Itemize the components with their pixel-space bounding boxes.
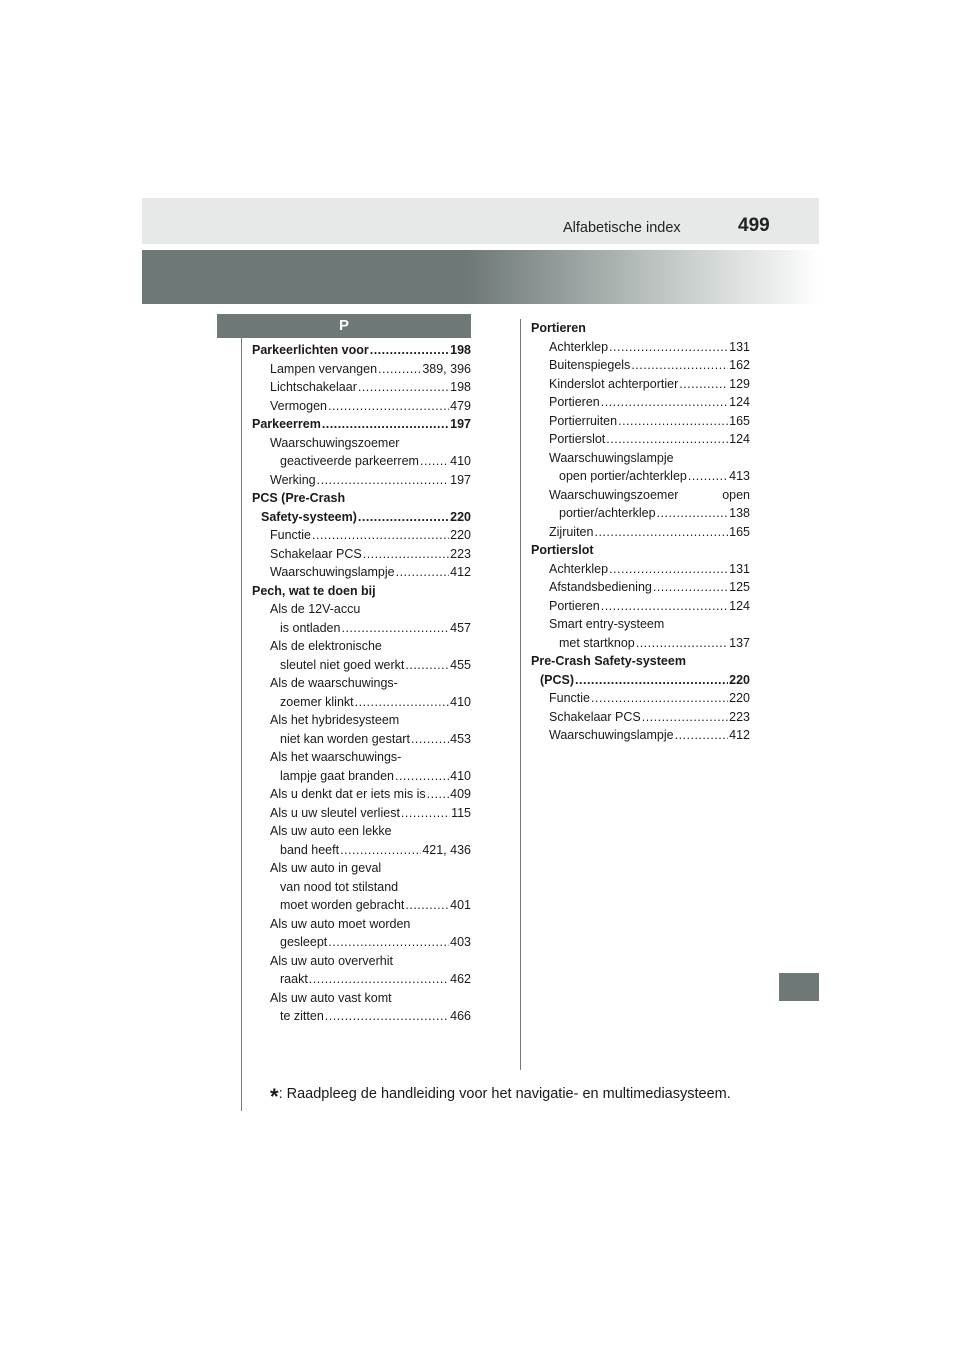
index-entry-page: 165 (729, 413, 750, 428)
index-entry (252, 1007, 471, 1026)
leader-dots (396, 563, 450, 582)
index-entry-term: Achterklep (549, 339, 609, 354)
index-entry-term: Lampen vervangen (270, 361, 378, 376)
index-entry (252, 711, 471, 730)
leader-dots (609, 338, 728, 357)
index-entry-term: niet kan worden gestart (280, 731, 410, 746)
index-entry (252, 471, 471, 490)
index-entry (531, 356, 750, 375)
index-entry (531, 449, 750, 468)
leader-dots (606, 430, 728, 449)
leader-dots (395, 767, 449, 786)
index-entry-page: 413 (729, 469, 750, 483)
leader-dots (636, 634, 728, 653)
index-entry-page: 401 (450, 898, 471, 912)
leader-dots (575, 671, 728, 690)
leader-dots (657, 504, 729, 523)
leader-dots (355, 693, 450, 712)
index-entry-term: Parkeerlichten voor (252, 343, 369, 357)
index-entry (252, 804, 471, 823)
index-entry-page: 124 (729, 598, 750, 613)
index-entry-term: van nood tot stilstand (280, 879, 399, 894)
index-entry-page: 223 (450, 546, 471, 561)
index-entry (531, 708, 750, 727)
index-column-left (252, 341, 471, 1026)
index-entry (252, 878, 471, 897)
leader-dots (322, 415, 449, 434)
index-entry-page: 412 (729, 728, 750, 742)
leader-dots (317, 471, 450, 490)
index-entry-term: Vermogen (270, 398, 327, 413)
leader-dots (427, 785, 450, 804)
footnote-marker: * (270, 1084, 279, 1109)
index-entry-term: Als u uw sleutel verliest (270, 805, 400, 820)
index-entry (252, 767, 471, 786)
index-entry-term: Als het hybridesysteem (270, 713, 400, 727)
leader-dots (601, 597, 728, 616)
index-entry (252, 582, 471, 601)
index-entry-page: 403 (450, 935, 471, 949)
index-entry-page: 409 (450, 787, 471, 801)
footnote-text: : Raadpleeg de handleiding voor het navigatie- en multimediasysteem. (278, 1086, 731, 1102)
section-letter-tab: P (217, 314, 471, 338)
index-entry-page: 131 (729, 339, 750, 354)
index-column-right (531, 319, 750, 745)
leader-dots (405, 656, 449, 675)
index-entry (531, 412, 750, 431)
index-entry (252, 489, 471, 508)
header-band (142, 198, 819, 244)
index-entry-page: 453 (450, 731, 471, 746)
index-entry-term: geactiveerde parkeerrem (280, 454, 419, 468)
index-entry-term: Achterklep (549, 561, 609, 576)
index-entry-term: Pre-Crash Safety-systeem (531, 654, 686, 668)
index-entry (252, 989, 471, 1008)
index-entry-term: Als uw auto oververhit (270, 953, 393, 968)
index-entry-page: 223 (729, 709, 750, 724)
index-entry-term: Schakelaar PCS (549, 709, 641, 724)
index-entry (531, 430, 750, 449)
index-entry-term: band heeft (280, 842, 340, 857)
leader-dots (341, 619, 449, 638)
index-entry (252, 637, 471, 656)
index-entry (252, 785, 471, 804)
index-entry-term: raakt (280, 972, 308, 986)
index-entry (252, 526, 471, 545)
index-entry-page: 124 (729, 432, 750, 446)
index-entry (252, 730, 471, 749)
index-entry-page: 421, 436 (422, 842, 471, 857)
index-entry-term: Portierslot (531, 543, 594, 557)
leader-dots (378, 360, 421, 379)
index-entry (531, 634, 750, 653)
index-entry (531, 541, 750, 560)
index-entry-term: Waarschuwingszoemer (549, 487, 679, 502)
index-entry-term: Functie (270, 528, 311, 542)
index-entry-page: 220 (729, 672, 750, 687)
index-entry (252, 915, 471, 934)
index-entry-term: lampje gaat branden (280, 768, 394, 783)
index-entry (252, 415, 471, 434)
index-entry (531, 467, 750, 486)
index-entry-term: Waarschuwingslampje (549, 728, 674, 742)
index-entry-term: is ontladen (280, 620, 341, 635)
index-entry-term: met startknop (559, 635, 635, 650)
index-entry-term: Waarschuwingslampje (270, 565, 395, 579)
index-entry-page: 410 (450, 768, 471, 783)
index-entry-term: zoemer klinkt (280, 694, 354, 709)
index-entry (252, 508, 471, 527)
index-entry-term: Als de waarschuwings- (270, 676, 398, 690)
index-entry-page: 220 (729, 691, 750, 705)
leader-dots (618, 412, 728, 431)
leader-dots (401, 804, 450, 823)
index-entry (252, 859, 471, 878)
index-entry-page: 197 (450, 472, 471, 487)
leader-dots (675, 726, 729, 745)
index-entry (531, 504, 750, 523)
index-entry-page: 129 (729, 376, 750, 391)
index-entry (252, 341, 471, 360)
index-entry-page: 462 (450, 972, 471, 986)
index-entry-page: 198 (450, 380, 471, 394)
index-entry (531, 615, 750, 634)
index-entry-term: Als de 12V-accu (270, 602, 361, 616)
index-entry (252, 397, 471, 416)
index-entry (252, 378, 471, 397)
index-entry-term: Als uw auto vast komt (270, 990, 392, 1005)
index-entry-term: Als het waarschuwings- (270, 750, 402, 764)
leader-dots (653, 578, 728, 597)
leader-dots (328, 933, 449, 952)
leader-dots (631, 356, 728, 375)
index-entry-term: Werking (270, 472, 316, 487)
index-entry (252, 822, 471, 841)
index-entry (252, 619, 471, 638)
leader-dots (370, 341, 449, 360)
index-entry-page: 412 (450, 565, 471, 579)
index-entry-page: 466 (450, 1009, 471, 1023)
index-entry-term: Kinderslot achterportier (549, 376, 679, 391)
index-entry-term: Lichtschakelaar (270, 380, 357, 394)
index-entry-term: Portieren (531, 321, 586, 335)
leader-dots (325, 1007, 449, 1026)
leader-dots (601, 393, 728, 412)
index-entry-page: 137 (729, 635, 750, 650)
index-entry-term: Waarschuwingszoemer (270, 435, 400, 450)
index-entry (252, 545, 471, 564)
index-entry-page: 115 (451, 805, 471, 820)
leader-dots (411, 730, 449, 749)
index-entry-term: gesleept (280, 935, 328, 949)
leader-dots (309, 970, 449, 989)
middle-column-rule (520, 319, 521, 1070)
leader-dots (591, 689, 728, 708)
index-entry (531, 319, 750, 338)
chapter-side-tab (779, 973, 819, 1001)
leader-dots (405, 896, 449, 915)
index-entry-term: Schakelaar PCS (270, 546, 362, 561)
index-entry (252, 933, 471, 952)
index-entry (252, 452, 471, 471)
index-entry-term: Buitenspiegels (549, 358, 631, 372)
index-entry-term: Waarschuwingslampje (549, 450, 674, 465)
index-entry (531, 652, 750, 671)
index-entry (252, 970, 471, 989)
decorative-gradient-band (142, 250, 819, 304)
index-entry-page: 410 (450, 454, 471, 468)
leader-dots (358, 378, 449, 397)
index-entry-page: 165 (729, 524, 750, 539)
left-column-rule (241, 314, 242, 1111)
leader-dots (328, 397, 449, 416)
index-entry (252, 563, 471, 582)
index-entry-term: (PCS) (540, 672, 575, 687)
index-entry (252, 360, 471, 379)
index-entry-term: Als uw auto moet worden (270, 916, 411, 931)
index-entry (531, 671, 750, 690)
leader-dots (420, 452, 449, 471)
leader-dots (594, 523, 728, 542)
index-entry-page: open (722, 487, 750, 502)
leader-dots (609, 560, 728, 579)
index-entry (252, 896, 471, 915)
index-entry-page: 220 (450, 509, 471, 524)
index-entry-page: 162 (729, 358, 750, 372)
index-entry-term: te zitten (280, 1009, 324, 1023)
index-entry (531, 560, 750, 579)
leader-dots (679, 375, 728, 394)
index-entry-term: Afstandsbediening (549, 580, 652, 594)
leader-dots (358, 508, 449, 527)
index-entry (252, 952, 471, 971)
leader-dots (363, 545, 449, 564)
index-entry (252, 841, 471, 860)
index-entry-page: 389, 396 (422, 361, 471, 376)
index-entry (531, 486, 750, 505)
index-entry (531, 726, 750, 745)
index-entry-term: Portierruiten (549, 413, 618, 428)
index-entry-term: Functie (549, 691, 590, 705)
index-entry-page: 197 (450, 417, 471, 431)
index-entry-page: 125 (729, 580, 750, 594)
index-entry-term: Als uw auto een lekke (270, 824, 392, 838)
index-entry (531, 393, 750, 412)
index-entry-term: Portieren (549, 395, 600, 409)
index-entry-term: PCS (Pre-Crash (252, 491, 346, 505)
index-entry (252, 434, 471, 453)
page-number: 499 (738, 215, 770, 236)
index-entry-term: Portierslot (549, 432, 606, 446)
index-entry-page: 220 (450, 528, 471, 542)
index-entry (531, 338, 750, 357)
index-entry-term: Als de elektronische (270, 639, 382, 653)
index-entry (252, 656, 471, 675)
index-entry-term: Zijruiten (549, 524, 594, 539)
index-entry (531, 523, 750, 542)
section-title: Alfabetische index (563, 220, 681, 236)
index-entry-term: Parkeerrem (252, 417, 321, 431)
index-entry-page: 455 (450, 657, 471, 672)
index-entry (252, 693, 471, 712)
index-entry-term: Smart entry-systeem (549, 617, 665, 631)
index-entry-term: Portieren (549, 598, 600, 613)
index-entry (531, 597, 750, 616)
index-entry-page: 124 (729, 395, 750, 409)
index-entry-term: Safety-systeem) (261, 509, 357, 524)
index-entry-term: Als u denkt dat er iets mis is (270, 787, 426, 801)
leader-dots (312, 526, 449, 545)
index-entry-page: 479 (450, 398, 471, 413)
index-entry-term: Pech, wat te doen bij (252, 583, 376, 598)
footnote (270, 1084, 731, 1110)
index-entry (531, 578, 750, 597)
index-entry (252, 600, 471, 619)
index-entry (531, 689, 750, 708)
leader-dots (688, 467, 728, 486)
leader-dots (340, 841, 421, 860)
index-entry (531, 375, 750, 394)
index-entry-term: open portier/achterklep (559, 469, 687, 483)
index-entry (252, 748, 471, 767)
leader-dots (642, 708, 728, 727)
index-entry-page: 131 (729, 561, 750, 576)
index-entry-page: 138 (729, 506, 750, 520)
index-entry-term: Als uw auto in geval (270, 861, 382, 875)
index-entry-page: 198 (450, 343, 471, 357)
index-entry-page: 410 (450, 694, 471, 709)
index-entry-page: 457 (450, 620, 471, 635)
index-entry-term: sleutel niet goed werkt (280, 657, 405, 672)
index-entry-term: portier/achterklep (559, 506, 656, 520)
index-entry (252, 674, 471, 693)
index-entry-term: moet worden gebracht (280, 898, 405, 912)
